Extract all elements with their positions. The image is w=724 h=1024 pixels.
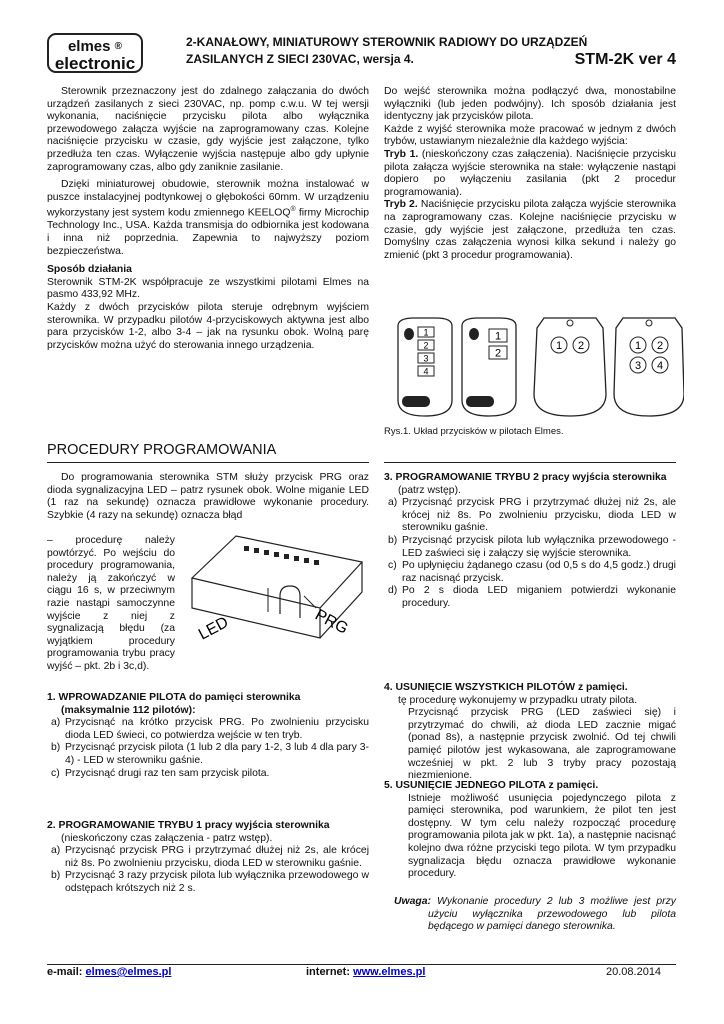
list-letter: c): [51, 767, 60, 779]
list-text: Przycisnąć drugi raz ten sam przycisk pilota.: [65, 767, 270, 779]
section-4-title: 4. USUNIĘCIE WSZYSTKICH PILOTÓW z pamięci.: [384, 682, 628, 693]
keeloq-reg-mark: ®: [290, 206, 296, 214]
title-line-1: 2-KANAŁOWY, MINIATUROWY STEROWNIK RADIOWY DO URZĄDZEŃ: [186, 35, 588, 49]
s3-item: [388, 585, 676, 610]
list-letter: b): [51, 870, 61, 882]
note-text: Wykonanie procedury 2 lub 3 możliwe jest przy użyciu wyłącznika przewodowego lub pilota będącego w pamięci danego sterownika.: [428, 896, 676, 933]
tryb-2-text: Naciśnięcie przycisku pilota załącza wyjście sterownika na zaprogramowany czas. Kolejne naciśnięcie przycisku w czasie, gdy wyjście jest załączone, przedłuża ten czas. Domyślny czas załączenia wynosi kilka sekund i należy go zmienić (pkt 3 procedur programowania).: [384, 199, 676, 261]
intro-paragraph-1: Sterownik przeznaczony jest do zdalnego załączania do dwóch urządzeń zasilanych z sieci 230VAC, np. pomp c.w.u. W tej wersji wykonania, naciśnięcie przycisku pilota albo wyłącznika przewodowego załącza wyjście na zaprogramowany czas. Kolejne naciśnięcie przycisku w czasie, gdy wyjście jest załączone, tylko przedłuża ten czas. Wyłączenie wyjścia następuje albo gdy upłynie zaprogramowany czas, albo gdy zaniknie zasilanie.: [47, 86, 369, 173]
title-line-2: ZASILANYCH Z SIECI 230VAC, wersja 4.: [186, 52, 414, 66]
section-2-title-rest: (nieskończony czas załączenia - patrz wstęp).: [61, 832, 273, 844]
r4-button-1: 1: [634, 340, 642, 352]
inputs-paragraph: Do wejść sterownika można podłączyć dwa, monostabilne wyłączniki (lub jeden podwójny). Ich sposób działania jest identyczny jak przycisków pilota.: [384, 86, 676, 123]
device-terminals-icon: [244, 546, 319, 565]
section-5-title: 5. USUNIĘCIE JEDNEGO PILOTA z pamięci.: [384, 780, 599, 791]
list-letter: a): [51, 717, 61, 729]
section-3-title: 3. PROGRAMOWANIE TRYBU 2 pracy wyjścia sterownika: [384, 472, 667, 483]
r4-button-3: 3: [634, 360, 642, 372]
section-2-heading: [47, 820, 369, 845]
s1-item: [51, 768, 369, 781]
website-link[interactable]: www.elmes.pl: [353, 966, 426, 978]
section-3-title-rest: (patrz wstęp).: [398, 484, 461, 496]
remote-keyring-icon: [402, 396, 430, 407]
intro-p2-a: Dzięki miniaturowej obudowie, sterownik można instalować w puszce instalacyjnej podtynkowej o głębokości 60mm. W urządzeniu wykorzystany jest system kodu zmiennego KEELOQ: [47, 179, 369, 219]
list-text: Po 2 s dioda LED miganiem potwierdzi wykonanie procedury.: [402, 585, 676, 609]
document-title: [186, 34, 686, 68]
email-link[interactable]: elmes@elmes.pl: [85, 966, 172, 978]
intro-p2-b: firmy Microchip Technology Inc., USA. Każda transmisja do odbiornika jest kodowana i inna niż poprzednia. Zapewnia to najwyższy poziom bezpieczeństwa.: [47, 207, 369, 257]
remote-ring-icon: [646, 320, 652, 326]
footer-email: [47, 966, 171, 979]
procedures-intro-b: – procedurę należy powtórzyć. Po wejściu do procedury programowania, należy ją zakończyć w ciągu 16 s, w przeciwnym razie nastąpi samoczynne wyjście z niej z sygnalizacją błędu (za wyjątkiem procedury programowania trybu pracy wyjść – pkt. 2b i 3c,d).: [47, 535, 175, 672]
heading-underline-left: [47, 462, 369, 463]
remote-keyring-icon: [466, 396, 494, 407]
section-2: [47, 820, 369, 896]
s3-item: [388, 560, 676, 585]
section-4-subtitle: tę procedurę wykonujemy w przypadku utraty pilota.: [398, 694, 638, 706]
list-letter: d): [388, 585, 398, 597]
list-text: Przycisnąć przycisk PRG i przytrzymać dłużej niż 2s, ale krócej niż 8s. Po zwolnieniu przycisku, dioda LED w sterowniku gaśnie.: [402, 497, 676, 534]
modes-column: [384, 86, 676, 262]
procedures-intro-a: Do programowania sterownika STM służy przycisk PRG oraz dioda sygnalizacyjna LED – patrz rysunek obok. Wolne miganie LED (1 raz na sekundę) oznacza prawidłowe wykonanie procedury. Szybkie (4 razy na sekundę) oznacza błąd: [47, 472, 369, 521]
r3-button-1: 1: [555, 340, 563, 352]
sposob-paragraph-1: Sterownik STM-2K współpracuje ze wszystkimi pilotami Elmes na pasmo 433,92 MHz.: [47, 276, 369, 301]
tryb-2-label: Tryb 2.: [384, 199, 418, 211]
list-text: Przycisnąć przycisk PRG i przytrzymać dłużej niż 2s, ale krócej niż 8s. Po zwolnieniu przycisku, dioda LED w sterowniku gaśnie.: [65, 845, 369, 869]
list-letter: b): [388, 534, 398, 546]
intro-column: [47, 86, 369, 352]
section-5: [384, 780, 676, 881]
remotes-figure: [384, 312, 684, 424]
outputs-paragraph: Każde z wyjść sterownika może pracować w jednym z dwóch trybów, ustawianym niezależnie dla każdego wyjścia:: [384, 123, 676, 148]
footer-date: 20.08.2014: [606, 966, 662, 978]
r2-button-1: 1: [494, 330, 502, 343]
device-figure: [184, 522, 370, 646]
footer-divider: [47, 964, 676, 965]
r1-button-3: 3: [423, 353, 429, 364]
led-label: LED: [195, 613, 232, 644]
section-1: [47, 692, 369, 780]
r1-button-2: 2: [423, 340, 429, 351]
s1-item: [51, 742, 369, 767]
r1-button-1: 1: [423, 327, 429, 338]
intro-paragraph-2: [47, 179, 369, 258]
r4-button-4: 4: [656, 360, 664, 372]
tryb-1-text: (nieskończony czas załączenia). Naciśnięcie przycisku pilota załącza wyjście sterownika na stałe: wyłączenie nastąpi dopiero po wyłączeniu zasilania (pkt 2 procedur programowania).: [384, 148, 676, 198]
list-text: Przycisnąć przycisk pilota lub wyłącznika przewodowego - LED zaświeci się i załączy się wyjście sterownika.: [402, 534, 676, 559]
r3-button-2: 2: [577, 340, 585, 352]
figure-caption: Rys.1. Układ przycisków w pilotach Elmes.: [384, 426, 564, 437]
section-1-title: 1. WPROWADZANIE PILOTA do pamięci sterownika (maksymalnie 112 pilotów):: [47, 692, 301, 716]
s2-item: [51, 870, 369, 895]
r1-button-4: 4: [423, 366, 429, 377]
s1-item: [51, 717, 369, 742]
remote-led-icon: [404, 328, 414, 340]
list-letter: a): [388, 497, 398, 509]
list-text: Po upłynięciu żądanego czasu (od 0,5 s do 4,5 godz.) drugi raz nacisnąć przycisk.: [402, 560, 676, 584]
section-3: [384, 472, 676, 611]
note: [394, 896, 676, 934]
section-4-text: Przycisnąć przycisk PRG (LED zaświeci się) i przytrzymać do chwili, aż dioda LED zacznie migać (ponad 8s), a następnie przycisk zwolnić. Od tej chwili pamięć pilotów jest wykasowana, ale zaprogramowane wcześniej w pkt. 2 lub 3 tryby pracy pozostają niezmienione.: [408, 707, 676, 782]
sposob-paragraph-2: Każdy z dwóch przycisków pilota steruje odrębnym wyjściem sterownika. W przypadku pilotów 4-przyciskowych aktywna jest albo para przycisków 1-2, albo 3-4 – jak na rysunku obok. Wolną parę przycisków można użyć do sterowania innego urządzenia.: [47, 301, 369, 351]
section-2-title: 2. PROGRAMOWANIE TRYBU 1 pracy wyjścia sterownika: [47, 820, 330, 831]
heading-underline-right: [384, 462, 676, 463]
model-name: STM-2K ver 4: [574, 51, 676, 68]
tryb-2-paragraph: [384, 199, 676, 262]
tryb-1-label: Tryb 1.: [384, 148, 419, 160]
remote-ring-icon: [567, 320, 573, 326]
list-letter: c): [388, 560, 397, 572]
r2-button-2: 2: [494, 347, 502, 360]
note-label: Uwaga:: [394, 896, 431, 907]
tryb-1-paragraph: [384, 149, 676, 199]
remote-4-button-vertical: [398, 318, 452, 416]
remote-4-button-round: [614, 318, 684, 416]
r4-button-2: 2: [656, 340, 664, 352]
footer-internet: [306, 966, 425, 979]
list-letter: b): [51, 742, 61, 754]
logo-reg-mark: ®: [114, 41, 123, 52]
section-4: [384, 682, 676, 783]
logo-bottom-text: electronic: [54, 54, 136, 73]
s3-item: [388, 535, 676, 560]
list-text: Przycisnąć na krótko przycisk PRG. Po zwolnieniu przycisku dioda LED świeci, co potwierdza wejście w ten tryb.: [65, 717, 369, 741]
internet-label: internet:: [306, 966, 354, 978]
list-text: Przycisnąć 3 razy przycisk pilota lub wyłącznika przewodowego w odstępach krótszych niż 2 s.: [65, 870, 369, 894]
remote-led-icon: [469, 328, 479, 340]
s3-item: [388, 497, 676, 535]
remote-2-button-round: [534, 318, 606, 416]
s2-item: [51, 845, 369, 870]
section-5-text: Istnieje możliwość usunięcia pojedynczego pilota z pamięci sterownika, pod warunkiem, że pilot ten jest dostępny. W tym celu należy rozpocząć procedurę programowania pilota jak w pkt. 1a), a następnie nacisnąć kolejno dwa różne przyciski tego pilota. W tym przypadku sygnalizacja błędu oznacza prawidłowe wykonanie procedury.: [408, 792, 676, 880]
email-label: e-mail:: [47, 966, 86, 978]
sposob-heading: Sposób działania: [47, 264, 132, 276]
prg-label: PRG: [312, 606, 351, 638]
list-letter: a): [51, 845, 61, 857]
remote-2-button-vertical: [462, 318, 516, 416]
section-3-heading: [384, 472, 676, 497]
logo-top-text: elmes: [67, 38, 111, 55]
elmes-logo: [47, 33, 143, 73]
procedures-heading: PROCEDURY PROGRAMOWANIA: [47, 442, 277, 458]
list-text: Przycisnąć przycisk pilota (1 lub 2 dla pary 1-2, 3 lub 4 dla pary 3-4) - LED w sterowniku gaśnie.: [65, 742, 369, 766]
